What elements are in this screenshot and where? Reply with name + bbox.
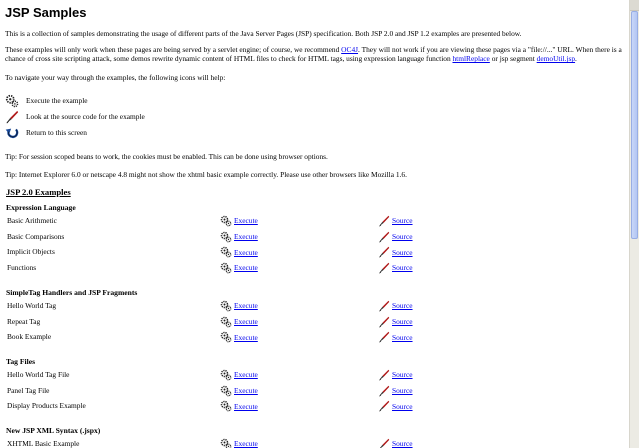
group-title: SimpleTag Handlers and JSP Fragments bbox=[6, 288, 138, 297]
source-action[interactable] bbox=[378, 399, 413, 413]
source-quill-icon bbox=[378, 246, 390, 258]
legend-return-label: Return to this screen bbox=[26, 128, 87, 138]
source-quill-icon bbox=[5, 110, 19, 124]
notice-text bbox=[5, 45, 625, 64]
source-action[interactable] bbox=[378, 384, 413, 398]
source-action[interactable] bbox=[378, 299, 413, 313]
execute-action[interactable] bbox=[220, 299, 258, 313]
execute-action[interactable] bbox=[220, 315, 258, 329]
source-action[interactable] bbox=[378, 315, 413, 329]
source-quill-icon bbox=[378, 438, 390, 448]
execute-gears-icon bbox=[220, 246, 232, 258]
source-action[interactable] bbox=[378, 330, 413, 344]
example-row bbox=[5, 214, 625, 228]
source-link[interactable]: Source bbox=[392, 231, 413, 241]
execute-link[interactable]: Execute bbox=[234, 401, 258, 411]
intro-text: This is a collection of samples demonstrating the usage of different parts of the Java Server Pages (JSP) specification. Both JSP 2.0 and JSP 1.2 examples are presented below. bbox=[5, 29, 522, 38]
scrollbar-thumb[interactable] bbox=[631, 11, 638, 239]
source-quill-icon bbox=[378, 385, 390, 397]
group-title: Tag Files bbox=[6, 357, 36, 366]
source-action[interactable] bbox=[378, 230, 413, 244]
execute-link[interactable]: Execute bbox=[234, 370, 258, 380]
source-action[interactable] bbox=[378, 214, 413, 228]
example-name: Basic Arithmetic bbox=[7, 216, 57, 225]
legend-execute bbox=[5, 94, 88, 108]
source-link[interactable]: Source bbox=[392, 263, 413, 273]
source-quill-icon bbox=[378, 331, 390, 343]
example-name: Repeat Tag bbox=[7, 316, 41, 326]
example-row bbox=[5, 261, 625, 275]
execute-gears-icon bbox=[220, 231, 232, 243]
execute-link[interactable]: Execute bbox=[234, 301, 258, 311]
notice-end: . bbox=[575, 54, 577, 64]
execute-gears-icon bbox=[220, 369, 232, 381]
source-quill-icon bbox=[378, 316, 390, 328]
group-title: Expression Language bbox=[6, 203, 76, 212]
source-link[interactable]: Source bbox=[392, 385, 413, 395]
scroll-up-button[interactable] bbox=[630, 0, 639, 11]
execute-action[interactable] bbox=[220, 230, 258, 244]
example-row bbox=[5, 330, 625, 344]
execute-gears-icon bbox=[220, 400, 232, 412]
page-title: JSP Samples bbox=[5, 5, 87, 20]
source-link[interactable]: Source bbox=[392, 370, 413, 380]
execute-action[interactable] bbox=[220, 384, 258, 398]
example-name: Hello World Tag bbox=[7, 301, 57, 310]
execute-action[interactable] bbox=[220, 368, 258, 382]
group-title: New JSP XML Syntax (.jspx) bbox=[6, 426, 101, 435]
execute-link[interactable]: Execute bbox=[234, 332, 258, 342]
execute-action[interactable] bbox=[220, 261, 258, 275]
example-row bbox=[5, 437, 625, 448]
example-name: Panel Tag File bbox=[7, 385, 50, 395]
source-link[interactable]: Source bbox=[392, 216, 413, 226]
html-replace-link[interactable]: htmlReplace bbox=[452, 54, 490, 64]
notice-or: or jsp segment bbox=[489, 54, 537, 64]
execute-gears-icon bbox=[220, 438, 232, 448]
source-quill-icon bbox=[378, 215, 390, 227]
example-row bbox=[5, 368, 625, 382]
source-quill-icon bbox=[378, 231, 390, 243]
example-row bbox=[5, 245, 625, 259]
section-jsp20-title: JSP 2.0 Examples bbox=[6, 187, 71, 197]
execute-link[interactable]: Execute bbox=[234, 263, 258, 273]
execute-link[interactable]: Execute bbox=[234, 247, 258, 257]
execute-gears-icon bbox=[220, 316, 232, 328]
execute-gears-icon bbox=[220, 215, 232, 227]
oc4j-link[interactable]: OC4J bbox=[341, 45, 359, 54]
source-link[interactable]: Source bbox=[392, 401, 413, 411]
source-link[interactable]: Source bbox=[392, 316, 413, 326]
execute-action[interactable] bbox=[220, 245, 258, 259]
example-row bbox=[5, 315, 625, 329]
example-row bbox=[5, 384, 625, 398]
source-link[interactable]: Source bbox=[392, 332, 413, 342]
example-row bbox=[5, 230, 625, 244]
execute-gears-icon bbox=[220, 331, 232, 343]
source-action[interactable] bbox=[378, 437, 413, 448]
example-name: Basic Comparisons bbox=[7, 231, 65, 241]
execute-action[interactable] bbox=[220, 214, 258, 228]
example-name: Hello World Tag File bbox=[7, 370, 70, 379]
execute-link[interactable]: Execute bbox=[234, 216, 258, 226]
legend-execute-label: Execute the example bbox=[26, 96, 88, 106]
execute-link[interactable]: Execute bbox=[234, 439, 258, 448]
execute-gears-icon bbox=[220, 262, 232, 274]
legend-return bbox=[5, 126, 87, 140]
execute-gears-icon bbox=[220, 385, 232, 397]
tip-cookies: Tip: For session scoped beans to work, the cookies must be enabled. This can be done using browser options. bbox=[5, 152, 328, 161]
legend-source bbox=[5, 110, 145, 124]
notice-middle: . They will not work if you are viewing these pages via a "file://..." URL. When there is a chance of cross site scripting attack, some demos rewrite dynamic content of HTML files to check for HTML tags, using expression language function bbox=[5, 45, 622, 64]
source-action[interactable] bbox=[378, 245, 413, 259]
execute-link[interactable]: Execute bbox=[234, 385, 258, 395]
source-link[interactable]: Source bbox=[392, 247, 413, 257]
navigate-text: To navigate your way through the examples, the following icons will help: bbox=[5, 73, 226, 82]
source-quill-icon bbox=[378, 400, 390, 412]
execute-action[interactable] bbox=[220, 330, 258, 344]
return-arrow-icon bbox=[5, 126, 19, 140]
source-action[interactable] bbox=[378, 368, 413, 382]
execute-gears-icon bbox=[220, 300, 232, 312]
example-row bbox=[5, 299, 625, 313]
source-quill-icon bbox=[378, 369, 390, 381]
example-name: Implicit Objects bbox=[7, 247, 55, 257]
source-action[interactable] bbox=[378, 261, 413, 275]
example-row bbox=[5, 399, 625, 413]
legend-source-label: Look at the source code for the example bbox=[26, 112, 145, 122]
source-link[interactable]: Source bbox=[392, 439, 413, 448]
example-name: Functions bbox=[7, 262, 37, 272]
notice-before: These examples will only work when these pages are being served by a servlet engine; of course, we recommend bbox=[5, 45, 342, 54]
tip-browser: Tip: Internet Explorer 6.0 or netscape 4.8 might not show the xhtml basic example correctly. Please use other browsers like Mozilla 1.6. bbox=[5, 170, 407, 179]
example-name: Display Products Example bbox=[7, 401, 86, 411]
execute-action[interactable] bbox=[220, 437, 258, 448]
execute-link[interactable]: Execute bbox=[234, 316, 258, 326]
source-quill-icon bbox=[378, 262, 390, 274]
example-name: Book Example bbox=[7, 332, 52, 342]
vertical-scrollbar[interactable] bbox=[629, 0, 639, 448]
execute-link[interactable]: Execute bbox=[234, 231, 258, 241]
demo-util-link[interactable]: demoUtil.jsp bbox=[536, 54, 576, 64]
execute-action[interactable] bbox=[220, 399, 258, 413]
example-name: XHTML Basic Example bbox=[7, 439, 80, 448]
source-link[interactable]: Source bbox=[392, 301, 413, 311]
execute-gears-icon bbox=[5, 94, 19, 108]
source-quill-icon bbox=[378, 300, 390, 312]
